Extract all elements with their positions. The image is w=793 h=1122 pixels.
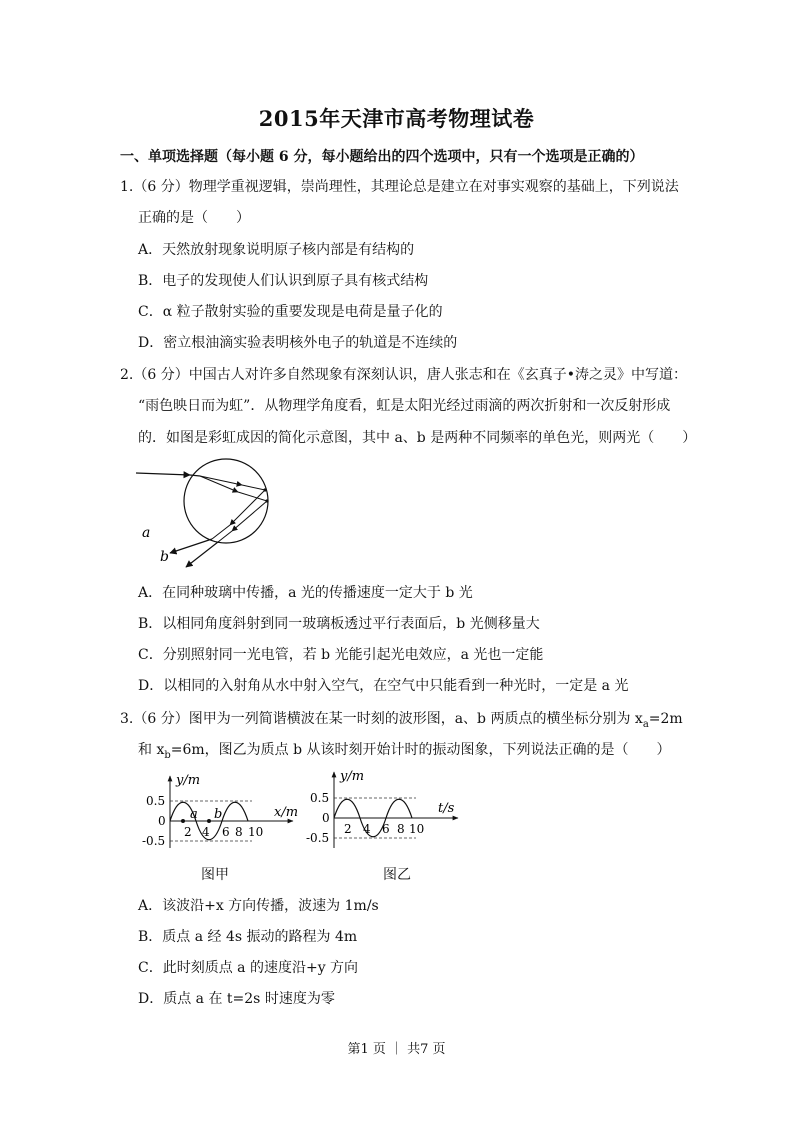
question-3-text-cont: 和 $x_b=6m$，图乙为质点 b 从该时刻开始计时的振动图象，下列说法正确的是（ ） <box>138 742 671 761</box>
svg-text:0.5: 0.5 <box>310 791 330 805</box>
svg-text:4: 4 <box>363 822 371 836</box>
svg-text:0: 0 <box>158 814 166 828</box>
svg-text:10: 10 <box>409 822 425 836</box>
question-1-option-b: B．电子的发现使人们认识到原子具有核式结构 <box>138 273 429 289</box>
svg-text:y/m: y/m <box>176 773 201 788</box>
svg-text:-0.5: -0.5 <box>142 834 166 848</box>
question-2-text-cont2: 的．如图是彩虹成因的简化示意图，其中 a、b 是两种不同频率的单色光，则两光（ ） <box>138 430 697 446</box>
raindrop-circle <box>184 459 268 543</box>
svg-text:y/m: y/m <box>340 769 365 784</box>
question-3-option-c: C．此时刻质点 a 的速度沿+y 方向 <box>138 960 359 976</box>
question-3-option-d: D．质点 a 在 t=2s 时速度为零 <box>138 991 335 1007</box>
incident-ray <box>136 473 190 475</box>
question-2-option-b: B．以相同角度斜射到同一玻璃板透过平行表面后，b 光侧移量大 <box>138 616 540 632</box>
question-1-text: 1.（6 分）物理学重视逻辑，崇尚理性，其理论总是建立在对事实观察的基础上，下列说法 <box>120 179 679 195</box>
svg-text:a: a <box>190 807 198 822</box>
rainbow-diagram <box>130 455 290 575</box>
svg-text:x/m: x/m <box>274 805 298 820</box>
page-footer: 第1 页 ｜ 共7 页 <box>347 1042 446 1057</box>
question-2-option-a: A．在同种玻璃中传播，a 光的传播速度一定大于 b 光 <box>138 585 473 601</box>
svg-text:2: 2 <box>184 825 192 839</box>
svg-text:0.5: 0.5 <box>146 794 166 808</box>
svg-text:-0.5: -0.5 <box>306 831 330 845</box>
section-header: 一、单项选择题（每小题 6 分，每小题给出的四个选项中，只有一个选项是正确的） <box>120 149 644 165</box>
svg-text:8: 8 <box>397 822 405 836</box>
question-3-option-b: B．质点 a 经 4s 振动的路程为 4m <box>138 929 358 945</box>
wave-graph-jia <box>138 770 298 862</box>
svg-text:0: 0 <box>322 811 330 825</box>
question-2-option-d: D．以相同的入射角从水中射入空气，在空气中只能看到一种光时，一定是 a 光 <box>138 678 629 694</box>
figure-caption-jia: 图甲 <box>201 867 229 883</box>
svg-text:4: 4 <box>202 825 210 839</box>
ray-b-label: b <box>160 549 169 565</box>
svg-text:6: 6 <box>382 822 390 836</box>
svg-text:t/s: t/s <box>438 801 455 816</box>
refracted-ray-upper <box>200 476 242 485</box>
question-2-text-cont: “雨色映日而为虹”．从物理学角度看，虹是太阳光经过雨滴的两次折射和一次反射形成 <box>138 398 671 414</box>
vibration-graph-yi <box>306 766 466 858</box>
question-2-text: 2.（6 分）中国古人对许多自然现象有深刻认识，唐人张志和在《玄真子•涛之灵》中写道： <box>120 367 687 383</box>
svg-text:6: 6 <box>222 825 230 839</box>
ray-a-label: a <box>142 525 151 541</box>
point-b <box>207 819 211 823</box>
question-1-text-cont: 正确的是（ ） <box>138 210 250 226</box>
question-1-option-a: A．天然放射现象说明原子核内部是有结构的 <box>138 242 415 258</box>
question-1-option-c: C．α 粒子散射实验的重要发现是电荷是量子化的 <box>138 304 443 320</box>
svg-text:8: 8 <box>235 825 243 839</box>
question-1-option-d: D．密立根油滴实验表明核外电子的轨道是不连续的 <box>138 335 458 351</box>
svg-text:10: 10 <box>248 825 264 839</box>
svg-text:2: 2 <box>344 822 352 836</box>
point-a <box>181 819 185 823</box>
question-2-option-c: C．分别照射同一光电管，若 b 光能引起光电效应，a 光也一定能 <box>138 647 544 663</box>
page-title: 2015年天津市高考物理试卷 <box>258 106 535 131</box>
figure-caption-yi: 图乙 <box>383 867 411 883</box>
question-3-text: 3.（6 分）图甲为一列简谐横波在某一时刻的波形图，a、b 两质点的横坐标分别为 $x_a=2m$ <box>120 711 683 730</box>
question-3-option-a: A．该波沿+x 方向传播，波速为 1m/s <box>138 898 379 914</box>
svg-text:b: b <box>214 807 223 822</box>
